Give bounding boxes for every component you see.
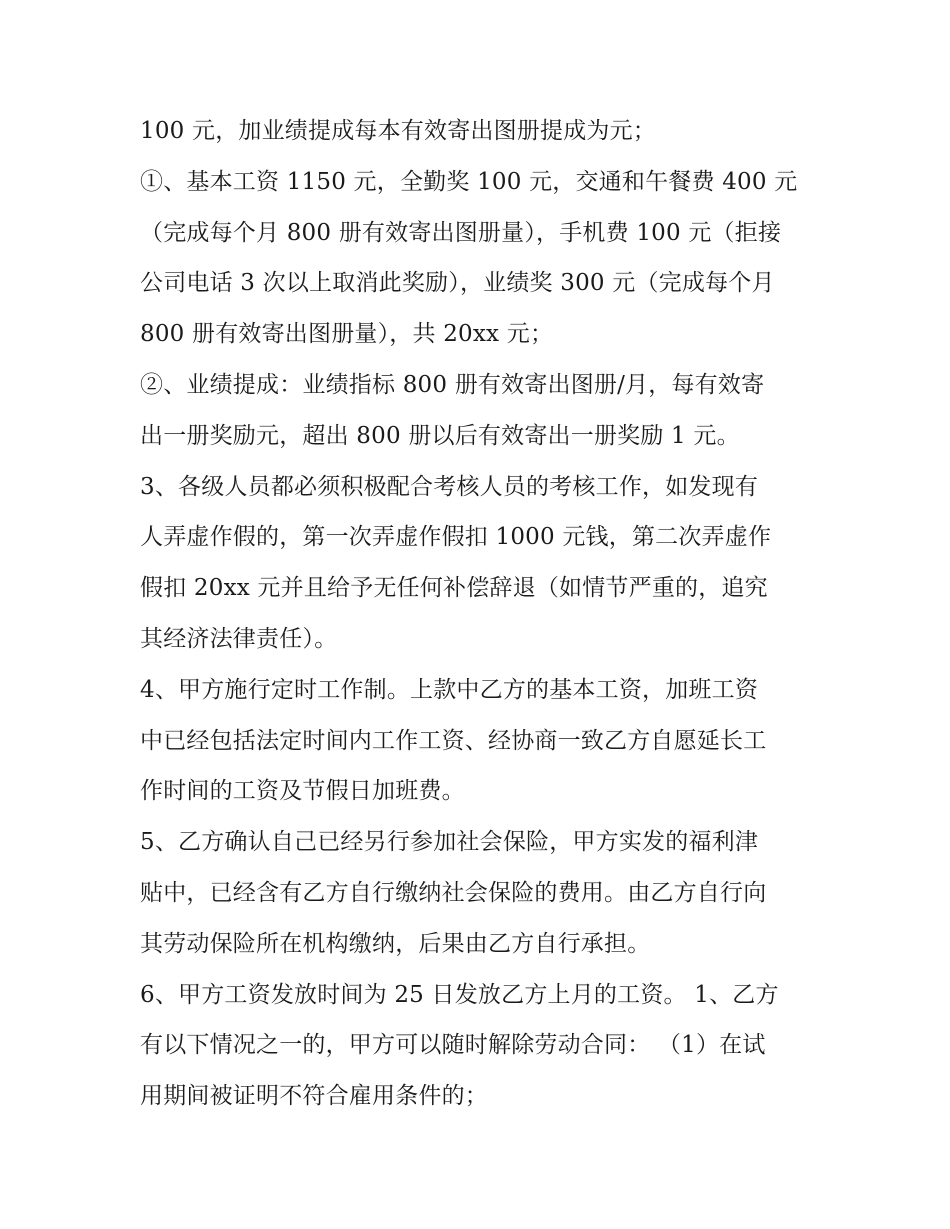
text-line-15: 5、乙方确认自己已经另行参加社会保险，甲方实发的福利津 [140,829,759,856]
text-line-11: 其经济法律责任）。 [140,625,338,652]
text-line-5: 800 册有效寄出图册量），共 20xx 元； [140,321,554,348]
text-line-1: 100 元，加业绩提成每本有效寄出图册提成为元； [140,118,657,144]
text-line-16: 贴中，已经含有乙方自行缴纳社会保险的费用。由乙方自行向 [140,879,767,906]
text-line-19: 有以下情况之一的，甲方可以随时解除劳动合同： （1）在试 [140,1032,766,1059]
text-line-18: 6、甲方工资发放时间为 25 日发放乙方上月的工资。 1、乙方 [140,981,779,1008]
text-line-12: 4、甲方施行定时工作制。上款中乙方的基本工资，加班工资 [140,676,759,703]
text-line-9: 人弄虚作假的，第一次弄虚作假扣 1000 元钱，第二次弄虚作 [140,524,772,551]
text-line-13: 中已经包括法定时间内工作工资、经协商一致乙方自愿延长工 [140,727,767,754]
text-line-4: 公司电话 3 次以上取消此奖励），业绩奖 300 元（完成每个月 [140,270,775,297]
text-line-17: 其劳动保险所在机构缴纳，后果由乙方自行承担。 [140,930,651,957]
text-line-20: 用期间被证明不符合雇用条件的； [140,1083,488,1110]
text-line-3: （完成每个月 800 册有效寄出图册量），手机费 100 元（拒接 [140,219,782,246]
text-line-2: ①、基本工资 1150 元，全勤奖 100 元，交通和午餐费 400 元 [140,168,798,195]
text-line-6: ②、业绩提成：业绩指标 800 册有效寄出图册/月，每有效寄 [140,371,765,398]
text-line-8: 3、各级人员都必须积极配合考核人员的考核工作，如发现有 [140,473,759,500]
text-line-14: 作时间的工资及节假日加班费。 [140,778,465,805]
text-line-7: 出一册奖励元，超出 800 册以后有效寄出一册奖励 1 元。 [140,422,740,449]
text-line-10: 假扣 20xx 元并且给予无任何补偿辞退（如情节严重的，追究 [140,575,768,602]
document-body [140,106,820,1122]
